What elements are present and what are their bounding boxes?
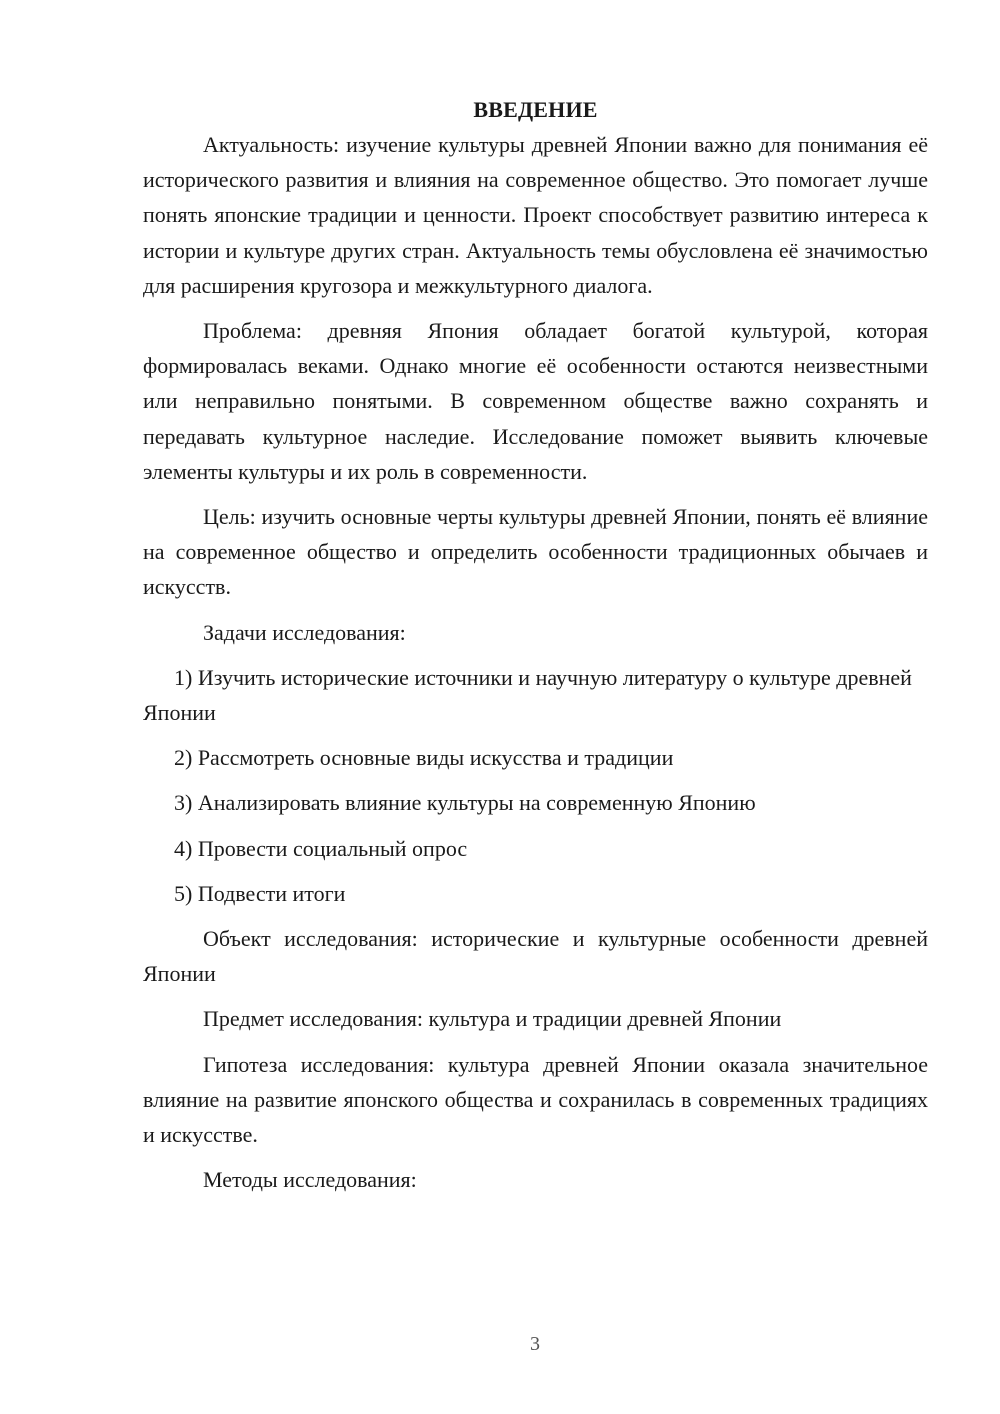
task-item-5: 5) Подвести итоги [174,880,346,906]
document-page [143,92,928,1207]
task-item-3: 3) Анализировать влияние культуры на современную Японию [174,790,756,816]
methods-title: Методы исследования: [203,1167,417,1193]
tasks-list [143,660,928,911]
hypothesis-paragraph: Гипотеза исследования: культура древней Японии оказала значительное влияние на развитие японского общества и сохранилась в современных традициях и искусстве. [143,1051,928,1148]
relevance-paragraph: Актуальность: изучение культуры древней Японии важно для понимания её исторического развития и влияния на современное общество. Это помогает лучше понять японские традиции и ценности. Проект способствует развитию интереса к истории и культуре других стран. Актуальность темы обусловлена её значимостью для расширения кругозора и межкультурного диалога. [143,132,928,298]
section-heading: ВВЕДЕНИЕ [473,97,598,122]
subject-paragraph: Предмет исследования: культура и традиции древней Японии [203,1006,782,1032]
tasks-title: Задачи исследования: [203,619,406,645]
task-item-2: 2) Рассмотреть основные виды искусства и традиции [174,745,674,771]
task-item-4: 4) Провести социальный опрос [174,835,468,861]
page-number: 3 [530,1333,540,1355]
goal-paragraph: Цель: изучить основные черты культуры древней Японии, понять её влияние на современное общество и определить особенности традиционных обычаев и искусств. [143,504,928,600]
task-item-1: 1) Изучить исторические источники и научную литературу о культуре древней Японии [143,664,912,726]
problem-paragraph: Проблема: древняя Япония обладает богатой культурой, которая формировалась веками. Однако многие её особенности остаются неизвестными или неправильно понятыми. В современном обществе важно сохранять и передавать культурное наследие. Исследование поможет выявить ключевые элементы культуры и их роль в современности. [143,318,928,484]
object-paragraph: Объект исследования: исторические и культурные особенности древней Японии [143,926,928,987]
